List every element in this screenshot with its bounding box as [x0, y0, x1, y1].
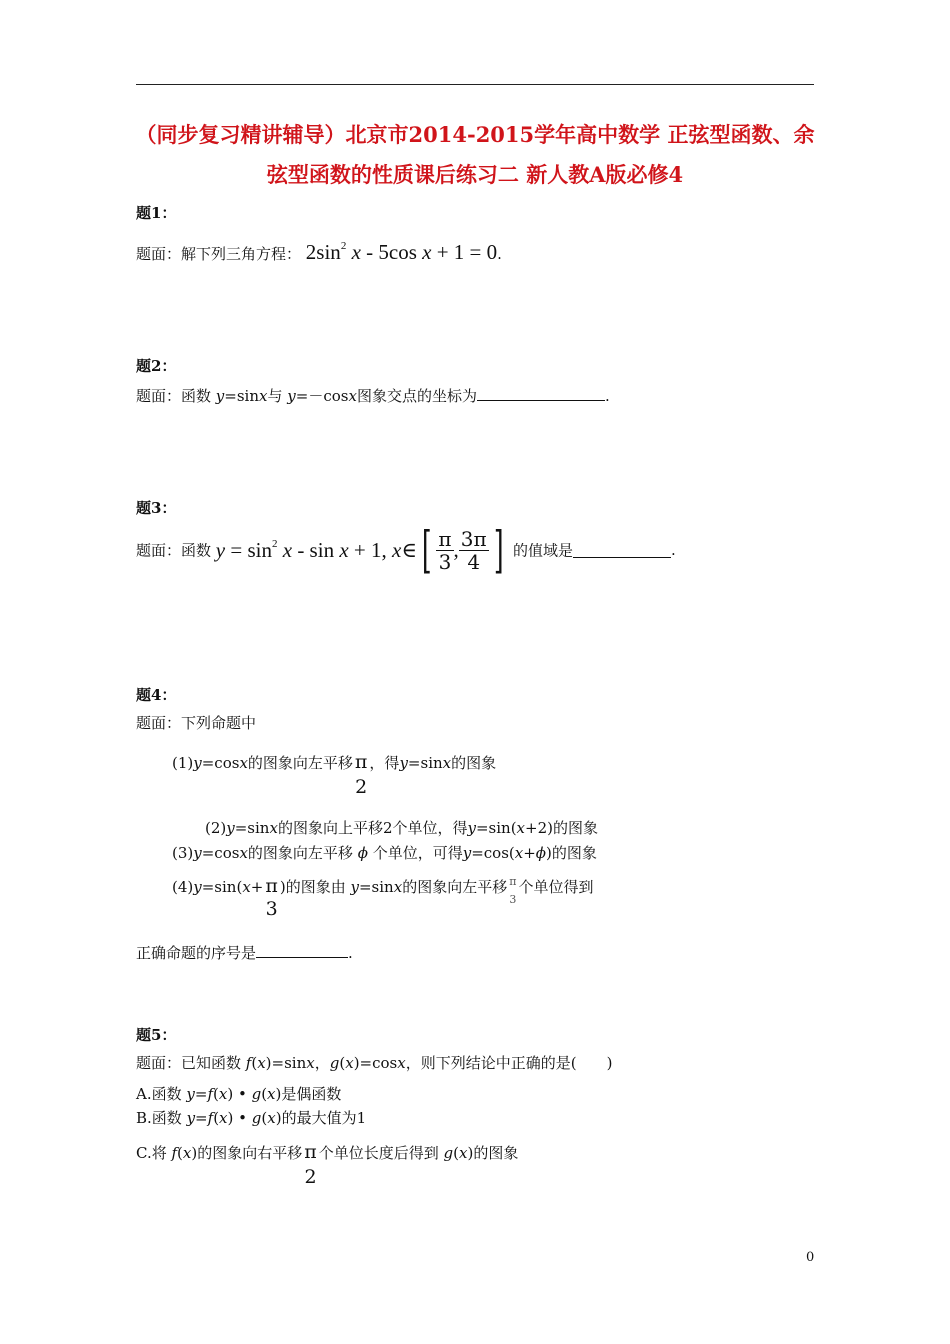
question-4-item-3: (3)y=cosx的图象向左平移 ϕ 个单位，可得y=cos(x+ϕ)的图象: [172, 844, 597, 862]
answer-blank[interactable]: [256, 943, 348, 958]
question-1-heading: 题1：: [136, 204, 177, 222]
right-bracket: ]: [493, 521, 504, 579]
question-5-option-a: A.函数 y=f(x) • g(x)是偶函数: [136, 1085, 342, 1103]
question-4-heading: 题4：: [136, 686, 177, 704]
question-1-prompt-text: 题面：解下列三角方程：: [136, 245, 302, 263]
question-1-equation: $2\sin^2$ x - 5cos x + 1 = 0: [305, 240, 498, 264]
fraction-pi-3: $\frac{\pi}{3}$: [438, 526, 452, 574]
document-title-line-1: （同步复习精讲辅导）北京市2014-2015学年高中数学 正弦型函数、余: [135, 122, 815, 147]
fraction-pi-2: π 2: [304, 1141, 317, 1188]
question-2-heading: 题2：: [136, 357, 177, 375]
document-title-line-2: 弦型函数的性质课后练习二 新人教A版必修4: [266, 162, 684, 187]
question-5-option-b: B.函数 y=f(x) • g(x)的最大值为1: [136, 1109, 367, 1127]
question-4-prompt: 题面：下列命题中: [136, 714, 257, 732]
question-3-expression: $y = \sin^2 x - \sin x + 1$, x∈: [215, 537, 417, 562]
question-5-prompt: 题面：已知函数 f(x)=sinx，g(x)=cosx，则下列结论中正确的是( ): [136, 1054, 613, 1072]
fraction-pi-3: π 3: [265, 875, 278, 920]
question-4-item-2: (2)y=sinx的图象向上平移2个单位，得y=sin(x+2)的图象: [205, 819, 598, 837]
question-2-prompt: 题面：函数 y=sinx与 y=－cosx图象交点的坐标为 .: [136, 387, 610, 405]
left-bracket: [: [421, 521, 432, 579]
header-rule: [136, 84, 814, 85]
question-5-option-c: C.将 f(x)的图象向右平移 π 2 个单位长度后得到 g(x)的图象: [136, 1141, 519, 1188]
question-5-heading: 题5：: [136, 1026, 177, 1044]
fraction-3pi-4: $\frac{3\pi}{4}$: [460, 526, 487, 574]
answer-blank[interactable]: [477, 386, 605, 401]
question-3-heading: 题3：: [136, 499, 177, 517]
page-number: 0: [806, 1250, 815, 1265]
small-fraction-pi-3: π 3: [509, 875, 517, 907]
question-4-answer-line: 正确命题的序号是 .: [136, 944, 353, 962]
question-4-item-4: (4)y=sin(x+ π 3 )的图象由 y=sinx的图象向左平移 π 3 个单位得到: [172, 875, 594, 920]
question-3-prompt: 题面：函数 $y = \sin^2 x - \sin x + 1$, x∈[ $\frac{\pi}{3}$ , $\frac{3\pi}{4}$ ] 的值域是 .: [136, 521, 676, 579]
answer-blank[interactable]: [573, 543, 671, 558]
question-1-prompt: 题面：解下列三角方程： $2\sin^2$ x - 5cos x + 1 = 0.: [136, 240, 502, 264]
fraction-pi-2: π 2: [354, 751, 368, 798]
question-4-item-1: (1)y=cosx的图象向左平移 π 2 ，得y=sinx的图象: [172, 751, 497, 798]
